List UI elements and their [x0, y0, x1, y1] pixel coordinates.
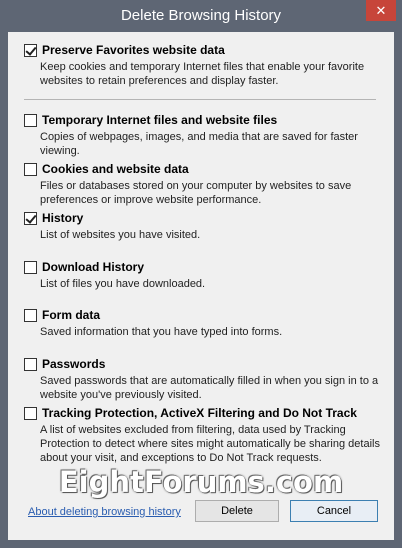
tracking-protection-checkbox[interactable] — [24, 407, 37, 420]
option-description: List of files you have downloaded. — [40, 278, 206, 290]
history-checkbox[interactable] — [24, 212, 37, 225]
title-bar[interactable] — [0, 0, 402, 32]
about-deleting-history-link[interactable]: About deleting browsing history — [28, 506, 181, 518]
option-description: Files or databases stored on your computer by websites to save preferences or improve website performance. — [40, 180, 352, 206]
download-history-checkbox[interactable] — [24, 261, 37, 274]
cancel-button[interactable]: Cancel — [290, 500, 378, 522]
dialog-title: Delete Browsing History — [120, 7, 282, 24]
option-tracking-protection — [24, 405, 380, 465]
option-description: Saved information that you have typed into forms. — [40, 326, 283, 338]
option-history — [24, 210, 380, 242]
option-label[interactable]: Tracking Protection, ActiveX Filtering and Do Not Track — [42, 406, 357, 420]
preserve-favorites-checkbox[interactable] — [24, 44, 37, 57]
option-label[interactable]: Temporary Internet files and website files — [42, 113, 278, 127]
option-description: List of websites you have visited. — [40, 229, 201, 241]
passwords-checkbox[interactable] — [24, 358, 37, 371]
option-form-data — [24, 307, 380, 339]
option-description: A list of websites excluded from filtering, data used by Tracking Protection to detect where sites might automatically be sharing details about your visit, and exceptions to Do Not Track requests. — [40, 424, 380, 464]
option-preserve-favorites — [24, 42, 380, 88]
close-icon: ✕ — [375, 2, 387, 18]
option-description: Copies of webpages, images, and media that are saved for faster viewing. — [40, 131, 358, 157]
option-download-history — [24, 259, 380, 291]
cookies-checkbox[interactable] — [24, 163, 37, 176]
dialog-body — [8, 32, 394, 540]
form-data-checkbox[interactable] — [24, 309, 37, 322]
option-temporary-internet-files — [24, 112, 380, 158]
option-label[interactable]: Preserve Favorites website data — [42, 43, 225, 57]
site-watermark: EightForums.com — [58, 465, 344, 499]
divider — [24, 99, 376, 100]
option-label[interactable]: Download History — [42, 260, 145, 274]
option-description: Keep cookies and temporary Internet files that enable your favorite websites to retain preferences and display faster. — [40, 61, 365, 87]
temporary-files-checkbox[interactable] — [24, 114, 37, 127]
option-label[interactable]: Passwords — [42, 357, 106, 371]
delete-button[interactable]: Delete — [195, 500, 279, 522]
option-label[interactable]: History — [42, 211, 84, 225]
option-label[interactable]: Form data — [42, 308, 101, 322]
option-passwords — [24, 356, 380, 402]
option-description: Saved passwords that are automatically filled in when you sign in to a website you've previously visited. — [40, 375, 379, 401]
option-label[interactable]: Cookies and website data — [42, 162, 189, 176]
close-button[interactable] — [366, 0, 396, 21]
option-cookies — [24, 161, 380, 207]
